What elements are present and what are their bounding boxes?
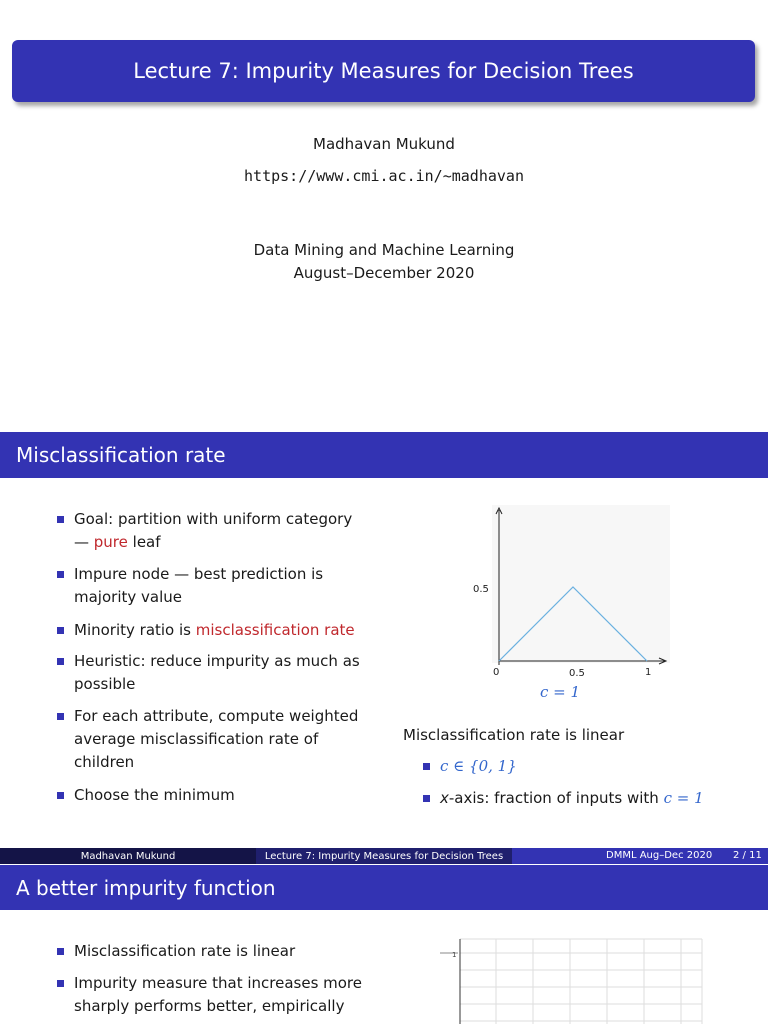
- list-item: x-axis: fraction of inputs with c = 1: [422, 787, 742, 810]
- list-item: c ∈ {0, 1}: [422, 755, 722, 778]
- author-name: Madhavan Mukund: [313, 135, 455, 153]
- bullet-square-icon: [57, 516, 64, 523]
- bullet-square-icon: [57, 792, 64, 799]
- lecture-title: Lecture 7: Impurity Measures for Decision Trees: [12, 40, 755, 102]
- author-url[interactable]: https://www.cmi.ac.in/~madhavan: [244, 167, 524, 185]
- origin-label: 0: [493, 667, 500, 678]
- y-tick-label: 0.5: [473, 584, 489, 595]
- list-item: Impurity measure that increases more sharply performs better, empirically: [56, 972, 376, 1018]
- frame-title-misclassification: Misclassification rate: [0, 432, 768, 478]
- list-item: Choose the minimum: [56, 784, 376, 807]
- list-item: Heuristic: reduce impurity as much as possible: [56, 650, 376, 696]
- misclassification-plot: [470, 505, 680, 680]
- list-item: Misclassification rate is linear: [56, 940, 376, 963]
- bullet-square-icon: [57, 980, 64, 987]
- footer-right-section: [512, 848, 768, 864]
- footer-bar: [0, 848, 768, 864]
- bullet-square-icon: [57, 948, 64, 955]
- bullet-square-icon: [57, 571, 64, 578]
- linear-heading: Misclassification rate is linear: [403, 726, 625, 744]
- list-item: Minority ratio is misclassification rate: [56, 619, 386, 642]
- highlight-misclassification-rate: misclassification rate: [195, 621, 355, 639]
- footer-course: DMML Aug–Dec 2020: [606, 850, 713, 861]
- footer-title: Lecture 7: Impurity Measures for Decision Trees: [256, 848, 512, 864]
- footer-author: Madhavan Mukund: [0, 848, 256, 864]
- bullet-square-icon: [57, 713, 64, 720]
- x-tick-label: 0.5: [569, 668, 585, 679]
- list-item: For each attribute, compute weighted average misclassification rate of children: [56, 705, 376, 774]
- impurity-plot-grid: [436, 935, 706, 1024]
- footer-page-number: 2 / 11: [733, 850, 762, 861]
- course-term: August–December 2020: [293, 264, 475, 282]
- plot-caption: c = 1: [539, 683, 581, 701]
- list-item: Impure node — best prediction is majority value: [56, 563, 356, 609]
- bullet-square-icon: [57, 658, 64, 665]
- y-tick-label: 1: [452, 951, 457, 959]
- bullet-square-icon: [57, 627, 64, 634]
- bullet-square-icon: [423, 795, 430, 802]
- list-item: Goal: partition with uniform category — pure leaf: [56, 508, 376, 554]
- x-tick-label: 1: [645, 667, 652, 678]
- plot-background: [492, 505, 670, 663]
- bullet-square-icon: [423, 763, 430, 770]
- frame-title-better-impurity: A better impurity function: [0, 865, 768, 910]
- course-name: Data Mining and Machine Learning: [253, 241, 515, 259]
- highlight-pure: pure: [93, 533, 128, 551]
